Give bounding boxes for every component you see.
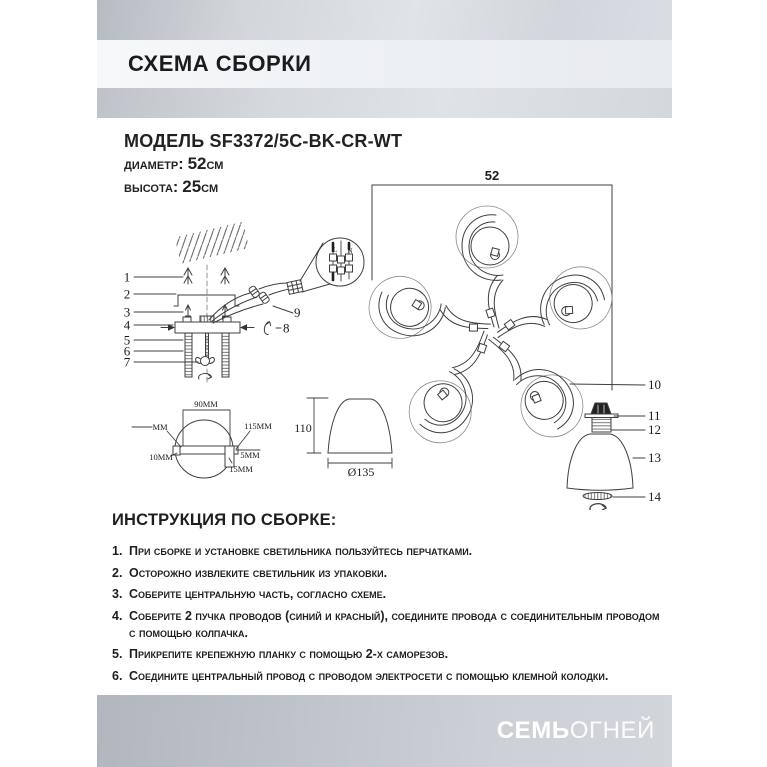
lamp-socket	[585, 403, 618, 432]
header-bottom-stripe	[97, 88, 672, 118]
instruction-number: 3.	[112, 587, 123, 601]
mounting-strap	[174, 295, 239, 306]
diameter-value: 52	[187, 154, 207, 173]
model-number: МОДЕЛЬ SF3372/5C-BK-CR-WT	[124, 131, 403, 151]
instruction-item	[112, 668, 662, 685]
part-label-2: 2	[123, 286, 131, 302]
instruction-item	[112, 608, 662, 642]
instruction-number: 6.	[112, 668, 123, 683]
instruction-item	[112, 586, 662, 603]
shade-ring	[583, 493, 612, 511]
dim-5mm: 5MM	[240, 450, 260, 460]
shade-profile-figure	[294, 398, 392, 479]
part-label-10: 10	[648, 377, 661, 392]
terminal-label-n: N	[347, 247, 353, 255]
overall-width-label: 52	[484, 168, 500, 183]
page-title: СХЕМА СБОРКИ	[128, 51, 312, 76]
width-dimension-box	[372, 185, 612, 390]
part-label-4: 4	[123, 317, 131, 333]
shade-height-label: 110	[294, 421, 312, 435]
diameter-unit: см	[206, 156, 224, 173]
leader-9	[273, 306, 293, 313]
brand-bold: СЕМЬ	[496, 717, 570, 744]
instruction-number: 4.	[112, 608, 123, 623]
height-label: высота:	[124, 179, 179, 196]
assembly-diagram	[97, 165, 672, 510]
part-label-13: 13	[648, 450, 661, 465]
instruction-text: При сборке и установке светильника пользуйтесь перчатками.	[129, 544, 473, 558]
height-unit: см	[201, 179, 219, 196]
instruction-text: Осторожно извлеките светильник из упаковки.	[129, 565, 388, 580]
terminal-detail-circle	[300, 238, 364, 292]
dim-10mm: 10MM	[149, 452, 173, 462]
instruction-text: Прикрепите крепежную планку с помощью 2-х саморезов.	[129, 647, 449, 661]
instruction-text: Соберите 2 пучка проводов (синий и красный), соедините провода с соединительным проводом с помощью колпачка.	[129, 608, 660, 640]
part-label-9: 9	[294, 305, 301, 320]
footer-band	[97, 695, 672, 767]
part-label-3: 3	[123, 304, 131, 320]
instruction-item	[112, 646, 662, 663]
instruction-text: Соберите центральную часть, согласно схеме.	[129, 587, 387, 601]
part-label-14: 14	[648, 489, 661, 504]
canopy-plate	[175, 316, 240, 377]
part-label-12: 12	[648, 422, 661, 437]
terminal-label-l: L	[332, 246, 338, 254]
dim-15mm: 15MM	[229, 464, 253, 474]
instruction-item	[112, 543, 662, 560]
ceiling-hatch	[175, 222, 249, 264]
part-label-11: 11	[648, 408, 661, 423]
part-label-6: 6	[123, 343, 131, 359]
diameter-label: диаметр:	[124, 156, 184, 173]
wing-nut	[196, 357, 215, 380]
assembly-instructions	[112, 511, 662, 689]
part-label-5: 5	[123, 332, 131, 348]
header-top-stripe	[97, 0, 672, 40]
glass-shade-side	[567, 434, 633, 490]
five-arm-pinwheel	[361, 206, 620, 455]
instruction-item	[112, 565, 662, 582]
wire-nut	[248, 285, 260, 298]
wire-nut	[258, 291, 270, 304]
dim-mm: MM	[152, 422, 168, 432]
dim-115mm: 115MM	[244, 421, 272, 431]
instruction-number: 5.	[112, 647, 123, 661]
height-value: 25	[182, 177, 202, 196]
part-label-8: 8	[283, 320, 290, 336]
header-title-band	[97, 40, 672, 88]
part-label-1: 1	[123, 269, 131, 285]
brand-light: ОГНЕЙ	[569, 717, 655, 744]
leader-10	[570, 384, 645, 385]
wires	[209, 283, 290, 323]
shade-diameter-label: Ø135	[347, 465, 375, 479]
canopy-dimension-figure	[132, 399, 272, 478]
instruction-number: 1.	[112, 544, 123, 558]
instructions-title: ИНСТРУКЦИЯ ПО СБОРКЕ:	[112, 511, 337, 529]
instruction-number: 2.	[112, 565, 123, 580]
instruction-text: Соедините центральный провод с проводом электросети с помощью клемной колодки.	[129, 668, 609, 683]
brand-logo	[497, 717, 655, 745]
ceiling-mount-figure	[124, 222, 364, 383]
terminal-block	[287, 280, 303, 295]
dim-90mm: 90MM	[194, 399, 218, 409]
part-label-7: 7	[123, 354, 131, 370]
